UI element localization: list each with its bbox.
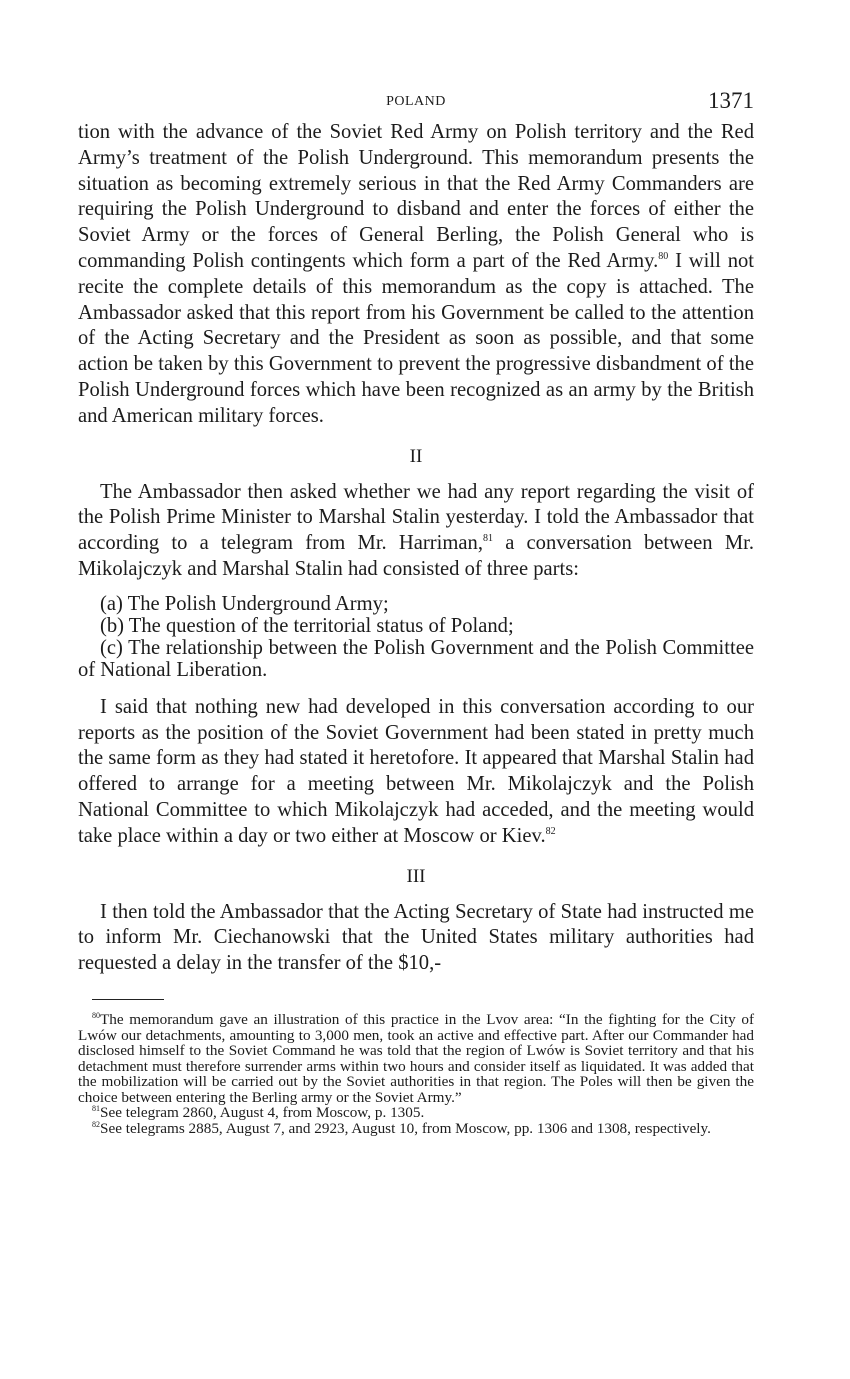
section-heading-iii: III <box>406 865 426 887</box>
section-heading-ii: II <box>409 445 423 467</box>
page-number: 1371 <box>708 88 754 113</box>
footnote-mark: 82 <box>92 1120 100 1130</box>
footnote-divider <box>92 999 164 1000</box>
footnotes <box>78 1012 754 1137</box>
footnote <box>78 1012 754 1106</box>
footnote <box>78 1105 754 1121</box>
footnote-mark: 81 <box>92 1104 100 1114</box>
footnote-reference: 81 <box>482 533 493 545</box>
paragraph <box>78 480 754 583</box>
footnote-text: The memorandum gave an illustration of this practice in the Lvov area: “In the fighting for the City of Lwów our detachments, amounting to 3,000 men, took an active and effective part. After our Commander had disclosed himself to the Soviet Command he was told that the region of Lwów is Soviet territory and that his detachment must therefore surrender arms within two hours and consider itself as liquidated. It was added that the mobilization will be carried out by the Soviet authorities in that region. The Poles will then be given the choice between entering the Berling army or the Soviet Army.” <box>78 1010 754 1106</box>
list-item: (a) The Polish Underground Army; <box>100 592 389 615</box>
paragraph-text: I said that nothing new had developed in this conversation according to our reports as the position of the Soviet Government had been stated in pretty much the same form as they had stated it heretofore. It appeared that Marshal Stalin had offered to arrange for a meeting between Mr. Mikolajczyk and the Polish National Committee to which Mikolajczyk had acceded, and the meeting would take place within a day or two either at Moscow or Kiev. <box>78 695 754 847</box>
list-item: (c) The relationship between the Polish Government and the Polish Committee of National Liberation. <box>78 636 754 681</box>
paragraph-continuation <box>78 120 754 430</box>
footnote-text: See telegram 2860, August 4, from Moscow, p. 1305. <box>100 1104 425 1122</box>
running-header <box>78 88 754 120</box>
footnote-mark: 80 <box>92 1010 100 1020</box>
paragraph <box>78 695 754 850</box>
paragraph-text: The Ambassador then asked whether we had any report regarding the visit of the Polish Prime Minister to Marshal Stalin yesterday. I told the Ambassador that according to a telegram from Mr. Harriman, <box>78 480 754 555</box>
document-page <box>78 88 754 1137</box>
footnote-reference: 80 <box>658 250 669 262</box>
paragraph-text: I will not recite the complete details of this memorandum as the copy is attached. The Ambassador asked that this report from his Government be called to the attention of the Acting Secretary and the President as soon as possible, and that some action be taken by this Government to prevent the progressive disbandment of the Polish Underground forces which have been recognized as an army by the British and American military forces. <box>78 249 755 427</box>
paragraph: I then told the Ambassador that the Acting Secretary of State had instructed me to inform Mr. Ciechanowski that the United States military authorities had requested a delay in the transfer of the $10,- <box>78 900 754 975</box>
enumerated-list <box>78 593 754 681</box>
footnote-text: See telegrams 2885, August 7, and 2923, August 10, from Moscow, pp. 1306 and 1308, respectively. <box>100 1120 711 1138</box>
footnote-reference: 82 <box>545 825 556 837</box>
paragraph-text: tion with the advance of the Soviet Red Army on Polish territory and the Red Army’s treatment of the Polish Underground. This memorandum presents the situation as becoming extremely serious in that the Red Army Commanders are requiring the Polish Underground to disband and enter the forces of either the Soviet Army or the forces of General Berling, the Polish General who is commanding Polish contingents which form a part of the Red Army. <box>78 121 754 272</box>
body-text <box>78 120 754 977</box>
footnote <box>78 1121 754 1137</box>
running-title: POLAND <box>386 94 446 109</box>
paragraph-text: a conversation between Mr. Mikolajczyk and Marshal Stalin had consisted of three parts: <box>78 532 754 580</box>
list-item: (b) The question of the territorial status of Poland; <box>100 614 514 637</box>
